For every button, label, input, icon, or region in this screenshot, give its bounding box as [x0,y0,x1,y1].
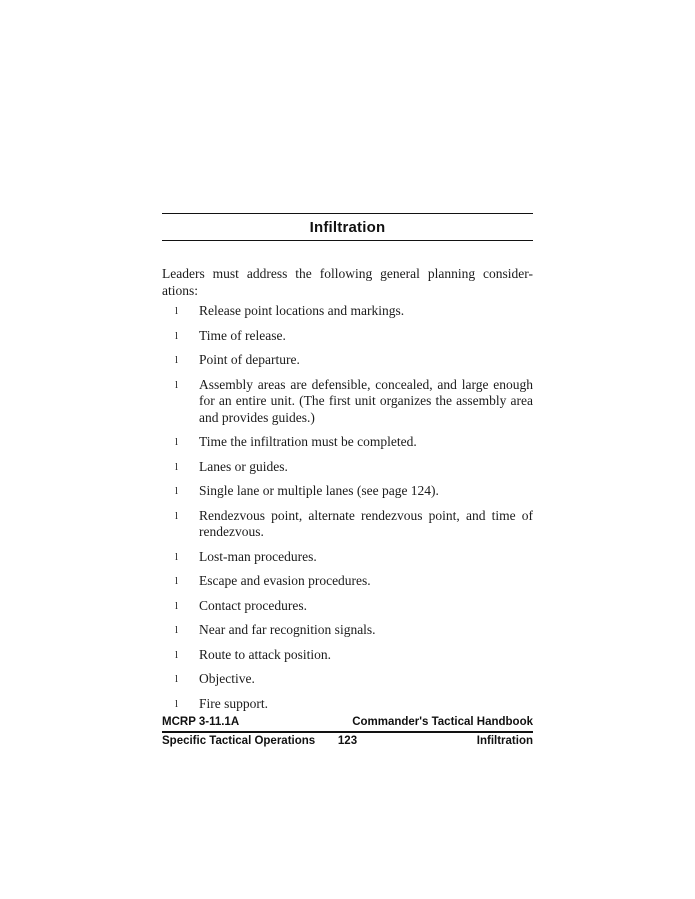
footer-page-number: 123 [337,735,358,747]
list-item [162,671,533,688]
footer-doc-number: MCRP 3-11.1A [162,716,240,728]
footer-chapter: Specific Tactical Operations [162,735,316,747]
list-item [162,483,533,500]
list-item [162,622,533,639]
header-bottom-rule [162,240,533,241]
list-item-text: Time the infiltration must be completed. [199,434,417,449]
bullet-marker: l [175,599,179,612]
list-item [162,352,533,369]
intro-line-2: ations: [162,283,198,298]
footer-top-row [162,716,533,733]
bullet-marker: l [175,575,179,587]
list-item-text: Escape and evasion procedures. [199,573,371,588]
bullet-marker: l [175,697,179,710]
intro-paragraph [162,265,533,299]
list-item-text: Time of release. [199,327,286,343]
list-item-text: Fire support. [199,695,268,711]
bullet-marker: l [175,624,179,636]
list-item-text: Objective. [199,671,255,686]
list-item [162,377,533,427]
bullet-marker: l [175,509,179,522]
list-item-text: Lost-man procedures. [199,548,317,564]
list-item-text: Route to attack position. [199,646,331,662]
list-item [162,696,533,713]
list-item-text: Point of departure. [199,352,300,367]
bullet-marker: l [175,485,179,497]
bullet-marker: l [175,329,179,342]
list-item [162,573,533,590]
list-item-text: Single lane or multiple lanes (see page 124). [199,483,439,498]
list-item-text: Near and far recognition signals. [199,622,376,637]
bullet-marker: l [175,436,179,448]
list-item [162,647,533,664]
list-item [162,549,533,566]
list-item [162,598,533,615]
footer-bottom-row [162,733,533,748]
bullet-marker: l [175,648,179,661]
list-item [162,303,533,320]
bullet-marker: l [175,460,179,473]
list-item-text: Lanes or guides. [199,458,288,474]
bullet-marker: l [175,305,179,317]
list-item [162,508,533,541]
list-item [162,459,533,476]
bullet-marker: l [175,354,179,366]
list-item-text: Assembly areas are defensible, concealed, and large enough for an entire unit. (The first unit organizes the assembly area and provides guides.) [199,376,533,425]
footer-section: Infiltration [476,735,533,747]
list-item [162,434,533,451]
footer-doc-title: Commander's Tactical Handbook [352,716,533,728]
bullet-marker: l [175,673,179,685]
bullet-marker: l [175,378,179,391]
intro-line-1: Leaders must address the following general planning consider- [162,266,533,281]
page-title: Infiltration [309,219,386,236]
planning-considerations-list [162,303,533,720]
list-item-text: Release point locations and markings. [199,303,405,318]
list-item-text: Contact procedures. [199,597,307,613]
bullet-marker: l [175,550,179,563]
page-footer [162,716,533,748]
list-item-text: Rendezvous point, alternate rendezvous point, and time of rendezvous. [199,507,533,539]
list-item [162,328,533,345]
section-header [162,213,533,241]
